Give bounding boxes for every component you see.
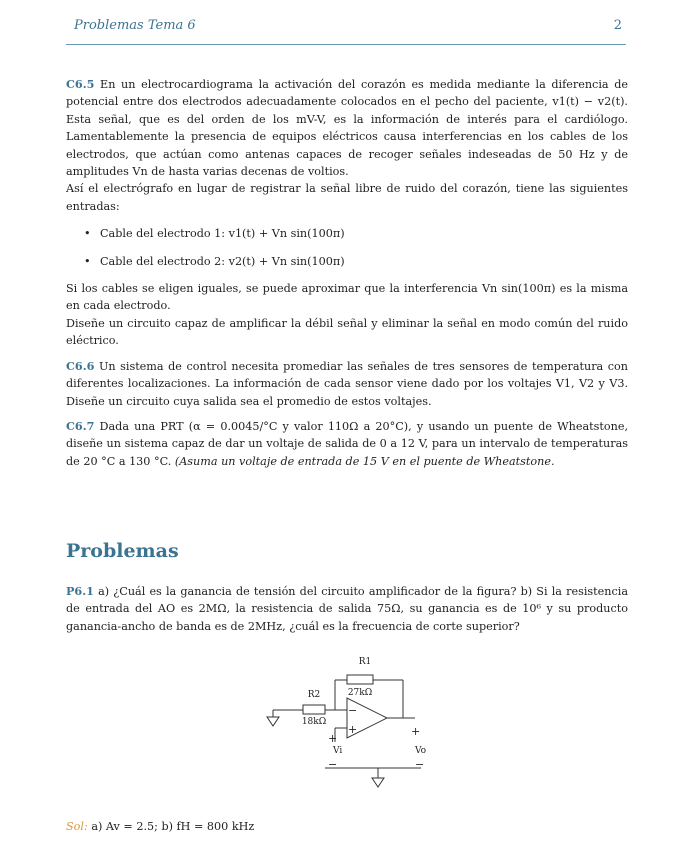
c65-label: C6.5 — [66, 77, 95, 91]
exercises-block — [66, 76, 628, 470]
c67-label: C6.7 — [66, 418, 95, 433]
solution-line — [66, 820, 254, 833]
p61-text: a) ¿Cuál es la ganancia de tensión del circuito amplificador de la figura? b) Si la resistencia de entrada del AO es 2MΩ, la resistencia de salida 75Ω, su ganancia es de 10⁶ y su producto ganancia-ancho de banda es de 2MHz, ¿cuál es la frecuencia de corte superior? — [66, 585, 628, 633]
left-ground-icon — [267, 717, 279, 726]
p61-block — [66, 583, 628, 635]
r1-value: 27kΩ — [347, 688, 373, 698]
c65-paragraph-3: Si los cables se eligen iguales, se puede aproximar que la interferencia Vn sin(100π) es la misma en cada electrodo. — [66, 282, 628, 313]
c66-label: C6.6 — [66, 358, 95, 373]
vi-plus-sign: + — [328, 732, 338, 745]
page-header — [66, 18, 626, 45]
p61-paragraph — [66, 583, 628, 635]
vo-label: Vo — [415, 746, 427, 756]
vi-label: Vi — [333, 746, 343, 756]
c65-paragraph-2: Así el electrógrafo en lugar de registrar la señal libre de ruido del corazón, tiene las siguientes entradas: — [66, 182, 628, 213]
c65-bullet-2: • Cable del electrodo 2: v2(t) + Vn sin(100π) — [84, 253, 628, 270]
r2-resistor — [303, 705, 325, 714]
r1-resistor — [347, 675, 373, 684]
c65-bullet-1: • Cable del electrodo 1: v1(t) + Vn sin(100π) — [84, 225, 628, 242]
section-title: Problemas — [66, 540, 179, 562]
c65-text-1: En un electrocardiograma la activación del corazón es medida mediante la diferencia de potencial entre dos electrodos adecuadamente colocados en el pecho del paciente, v1(t) − v2(t). Esta señal, que es del orden de los mV-V, es la información de interés para el cardiólogo. Lamentablemente la presencia de equipos eléctricos causa interferencias en los cables de los electrodos, que actúan como antenas capaces de recoger señales indeseadas de 50 Hz y de amplitudes Vn de hasta varias decenas de voltios. — [66, 78, 628, 179]
r2-label: R2 — [307, 690, 321, 700]
opamp-plus-sign: + — [348, 723, 358, 736]
c67-note: (Asuma un voltaje de entrada de 15 V en el puente de Wheatstone. — [174, 454, 555, 468]
c65-paragraph-1 — [66, 76, 628, 180]
c66-paragraph — [66, 358, 628, 410]
c66-text: Un sistema de control necesita promediar las señales de tres sensores de temperatura con diferentes localizaciones. La información de cada sensor viene dado por los voltajes V1, V2 y V3. Diseñe un circuito cuya salida sea el promedio de estos voltajes. — [66, 359, 628, 408]
amplifier-circuit-diagram — [265, 650, 435, 795]
p61-label: P6.1 — [66, 584, 94, 598]
solution-text: a) Av = 2.5; b) fH = 800 kHz — [91, 820, 255, 833]
r2-value: 18kΩ — [301, 717, 327, 727]
c67-text: Dada una PRT (α = 0.0045/°C y valor 110Ω a 20°C), y usando un puente de Wheatstone, diseñe un sistema capaz de dar un voltaje de salida de 0 a 12 V, para un intervalo de temperaturas de 20 °C a 130 °C. — [66, 419, 628, 468]
header-title: Problemas Tema 6 — [74, 18, 196, 33]
c65-bullet-list — [84, 225, 628, 270]
solution-label: Sol: — [66, 820, 88, 833]
opamp-minus-sign: − — [348, 704, 358, 717]
page-number: 2 — [613, 18, 622, 33]
c67-paragraph — [66, 418, 628, 470]
c65-paragraph-4: Diseñe un circuito capaz de amplificar la débil señal y eliminar la señal en modo común del ruido eléctrico. — [66, 316, 628, 348]
vo-plus-sign: + — [411, 725, 421, 738]
bottom-ground-icon — [372, 778, 384, 787]
r1-label: R1 — [358, 657, 372, 667]
vo-minus-sign: − — [415, 758, 425, 771]
vi-minus-sign: − — [328, 758, 338, 771]
